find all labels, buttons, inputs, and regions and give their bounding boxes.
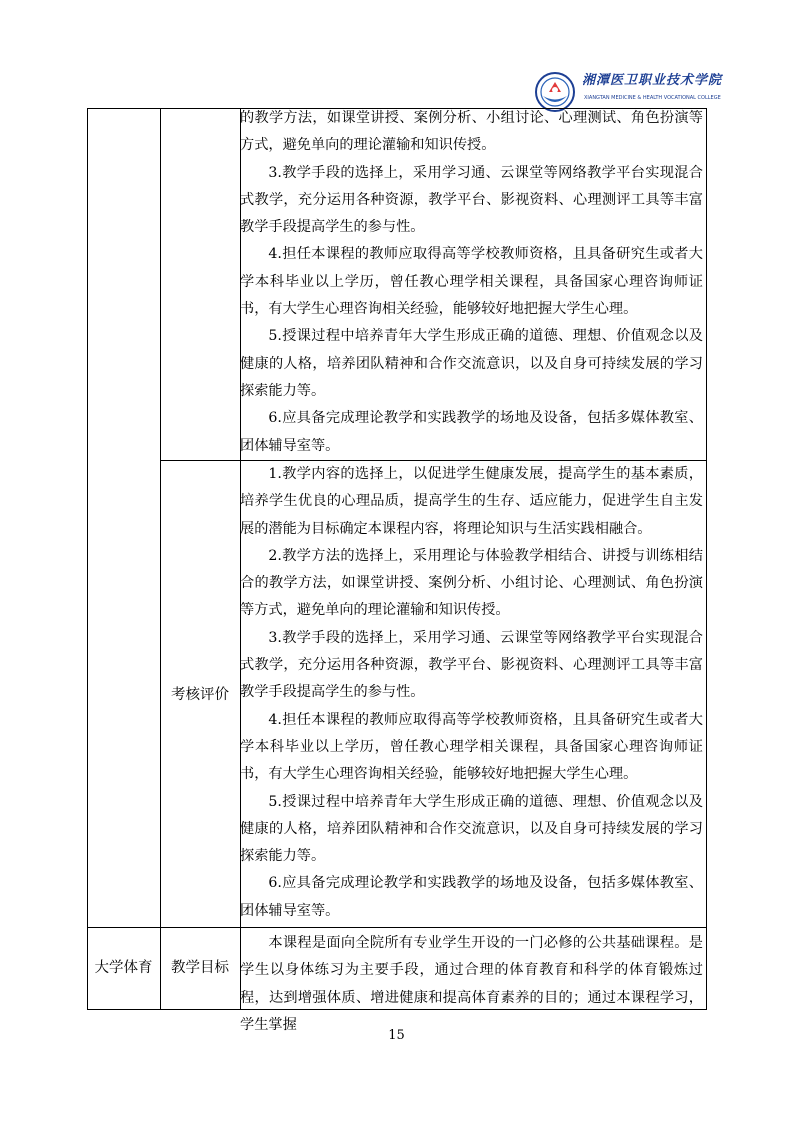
paragraph: 5.授课过程中培养青年大学生形成正确的道德、理想、价值观念以及健康的人格，培养团队精神和合作交流意识，以及自身可持续发展的学习探索能力等。 xyxy=(240,328,703,399)
continued-requirements-cell xyxy=(240,105,703,460)
page-number: 15 xyxy=(388,1028,405,1043)
paragraph: 4.担任本课程的教师应取得高等学校教师资格，且具备研究生或者大学本科毕业以上学历，曾任教心理学相关课程，具备国家心理咨询师证书，有大学生心理咨询相关经验，能够较好地把握大学生心理。 xyxy=(240,711,703,783)
paragraph: 的教学方法，如课堂讲授、案例分析、小组讨论、心理测试、角色扮演等方式，避免单向的理论灌输和知识传授。 xyxy=(240,110,703,154)
paragraph: 1.教学内容的选择上，以促进学生健康发展，提高学生的基本素质，培养学生优良的心理品质，提高学生的生存、适应能力，促进学生自主发展的潜能为目标确定本课程内容，将理论知识与生活实践相融合。 xyxy=(240,466,703,537)
paragraph: 3.教学手段的选择上，采用学习通、云课堂等网络教学平台实现混合式教学，充分运用各种资源，教学平台、影视资料、心理测评工具等丰富教学手段提高学生的参与性。 xyxy=(240,164,703,236)
logo-chinese-name: 湘潭医卫职业技术学院 xyxy=(582,73,723,88)
teaching-goal-cell xyxy=(240,930,703,1039)
assessment-cell xyxy=(240,461,703,925)
teaching-goal-label: 教学目标 xyxy=(171,960,229,976)
table-border-right xyxy=(706,108,707,1010)
paragraph: 2.教学方法的选择上，采用理论与体验教学相结合、讲授与训练相结合的教学方法，如课堂讲授、案例分析、小组讨论、心理测试、角色扮演等方式，避免单向的理论灌输和知识传授。 xyxy=(240,547,703,619)
college-logo xyxy=(535,62,723,110)
course-name-pe: 大学体育 xyxy=(94,960,153,976)
paragraph: 4.担任本课程的教师应取得高等学校教师资格，且具备研究生或者大学本科毕业以上学历，曾任教心理学相关课程，具备国家心理咨询师证书，有大学生心理咨询相关经验，能够较好地把握大学生心理。 xyxy=(240,246,703,318)
assessment-label: 考核评价 xyxy=(171,687,229,703)
paragraph: 6.应具备完成理论教学和实践教学的场地及设备，包括多媒体教室、团体辅导室等。 xyxy=(240,410,703,454)
table-border-left xyxy=(87,108,88,1010)
paragraph: 5.授课过程中培养青年大学生形成正确的道德、理想、价值观念以及健康的人格，培养团队精神和合作交流意识，以及自身可持续发展的学习探索能力等。 xyxy=(240,793,703,865)
paragraph: 6.应具备完成理论教学和实践教学的场地及设备，包括多媒体教室、团体辅导室等。 xyxy=(240,875,703,919)
paragraph: 3.教学手段的选择上，采用学习通、云课堂等网络教学平台实现混合式教学，充分运用各种资源，教学平台、影视资料、心理测评工具等丰富教学手段提高学生的参与性。 xyxy=(240,629,703,701)
paragraph: 本课程是面向全院所有专业学生开设的一门必修的公共基础课程。是学生以身体练习为主要手段，通过合理的体育教育和科学的体育锻炼过程，达到增强体质、增进健康和提高体育素养的目的；通过本课程学习，学生掌握 xyxy=(240,935,703,1033)
table-row-divider-2 xyxy=(87,927,707,928)
logo-english-name: XIANGTAN MEDICINE & HEALTH VOCATIONAL COLLEGE xyxy=(584,95,721,101)
table-divider-col1 xyxy=(160,108,161,1010)
